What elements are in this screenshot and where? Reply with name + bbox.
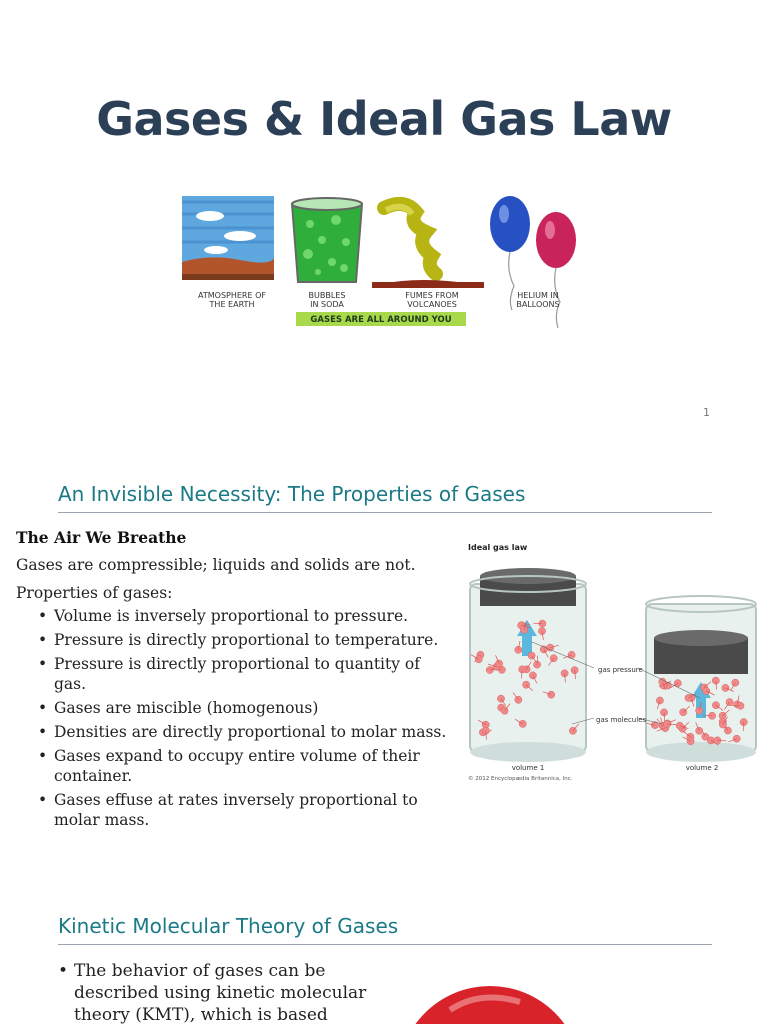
- label-gas-molecules: gas molecules: [596, 716, 647, 724]
- kmt-slide: [0, 870, 768, 1024]
- gas-molecule: [659, 678, 666, 685]
- caption-balloons-2: BALLOONS: [516, 300, 560, 309]
- gas-molecule: [528, 652, 535, 659]
- list-item: • Densities are directly proportional to molar mass.: [16, 722, 456, 742]
- gas-molecule: [538, 628, 545, 635]
- ideal-gas-law-diagram: [462, 538, 768, 788]
- diagram-title: Ideal gas law: [468, 543, 528, 552]
- slide-heading: Kinetic Molecular Theory of Gases: [58, 914, 399, 938]
- gas-molecule: [515, 646, 522, 653]
- kmt-line-3: theory (KMT), which is based: [74, 1005, 328, 1024]
- page-number: 1: [703, 406, 710, 419]
- label-gas-pressure: gas pressure: [598, 666, 643, 674]
- gas-molecule: [497, 695, 504, 702]
- diagram-credit: © 2012 Encyclopædia Britannica, Inc.: [468, 776, 573, 782]
- gas-molecule: [712, 702, 719, 709]
- molecule-motion-arrow: [537, 656, 538, 665]
- gas-molecule: [475, 656, 482, 663]
- title-slide: [0, 0, 768, 430]
- list-item: • Gases effuse at rates inversely proportional to molar mass.: [16, 790, 456, 830]
- caption-balloons-1: HELIUM IN: [517, 291, 559, 300]
- compressible-paragraph: Gases are compressible; liquids and solids are not.: [16, 556, 416, 574]
- gas-molecule: [685, 694, 692, 701]
- caption-volcano-2: VOLCANOES: [407, 300, 457, 309]
- red-sphere-image: [390, 980, 720, 1024]
- kmt-list: [58, 960, 378, 1024]
- gas-molecule: [732, 679, 739, 686]
- banner-footer: GASES ARE ALL AROUND YOU: [310, 315, 452, 325]
- heading-divider: [58, 944, 712, 945]
- caption-soda-1: BUBBLES: [308, 291, 346, 300]
- gas-molecule: [696, 727, 703, 734]
- list-item: • Gases expand to occupy entire volume of their container.: [16, 746, 456, 786]
- gas-molecule: [547, 644, 554, 651]
- slide-heading: An Invisible Necessity: The Properties of Gases: [58, 482, 526, 506]
- page-title: Gases & Ideal Gas Law: [96, 92, 672, 146]
- soda-glass: [292, 198, 362, 282]
- gas-molecule: [724, 727, 731, 734]
- volcano-fumes: [372, 204, 484, 288]
- subheading: The Air We Breathe: [16, 528, 187, 547]
- list-item: • Pressure is directly proportional to temperature.: [16, 630, 456, 650]
- gases-around-you-illustration: [180, 190, 580, 330]
- properties-list: [16, 606, 456, 834]
- kmt-line-2: described using kinetic molecular: [74, 983, 367, 1003]
- properties-label: Properties of gases:: [16, 584, 173, 602]
- heading-divider: [58, 512, 712, 513]
- atmosphere-panel: [182, 196, 274, 280]
- gas-molecule: [520, 626, 527, 633]
- gas-molecule: [733, 735, 740, 742]
- caption-volcano-1: FUMES FROM: [405, 291, 459, 300]
- list-item: • Pressure is directly proportional to quantity of gas.: [16, 654, 456, 694]
- gas-molecule: [726, 699, 733, 706]
- kmt-line-1: The behavior of gases can be: [74, 961, 326, 981]
- label-volume-2: volume 2: [685, 764, 719, 772]
- list-item: • Gases are miscible (homogenous): [16, 698, 456, 718]
- caption-soda-2: IN SODA: [310, 300, 344, 309]
- gas-molecule: [486, 666, 493, 673]
- label-volume-1: volume 1: [511, 764, 545, 772]
- properties-slide: [0, 430, 768, 870]
- caption-atmosphere-2: THE EARTH: [209, 300, 255, 309]
- gas-molecule: [515, 696, 522, 703]
- caption-atmosphere-1: ATMOSPHERE OF: [198, 291, 266, 300]
- list-item: [58, 960, 378, 1024]
- gas-molecule: [656, 697, 663, 704]
- list-item: • Volume is inversely proportional to pressure.: [16, 606, 456, 626]
